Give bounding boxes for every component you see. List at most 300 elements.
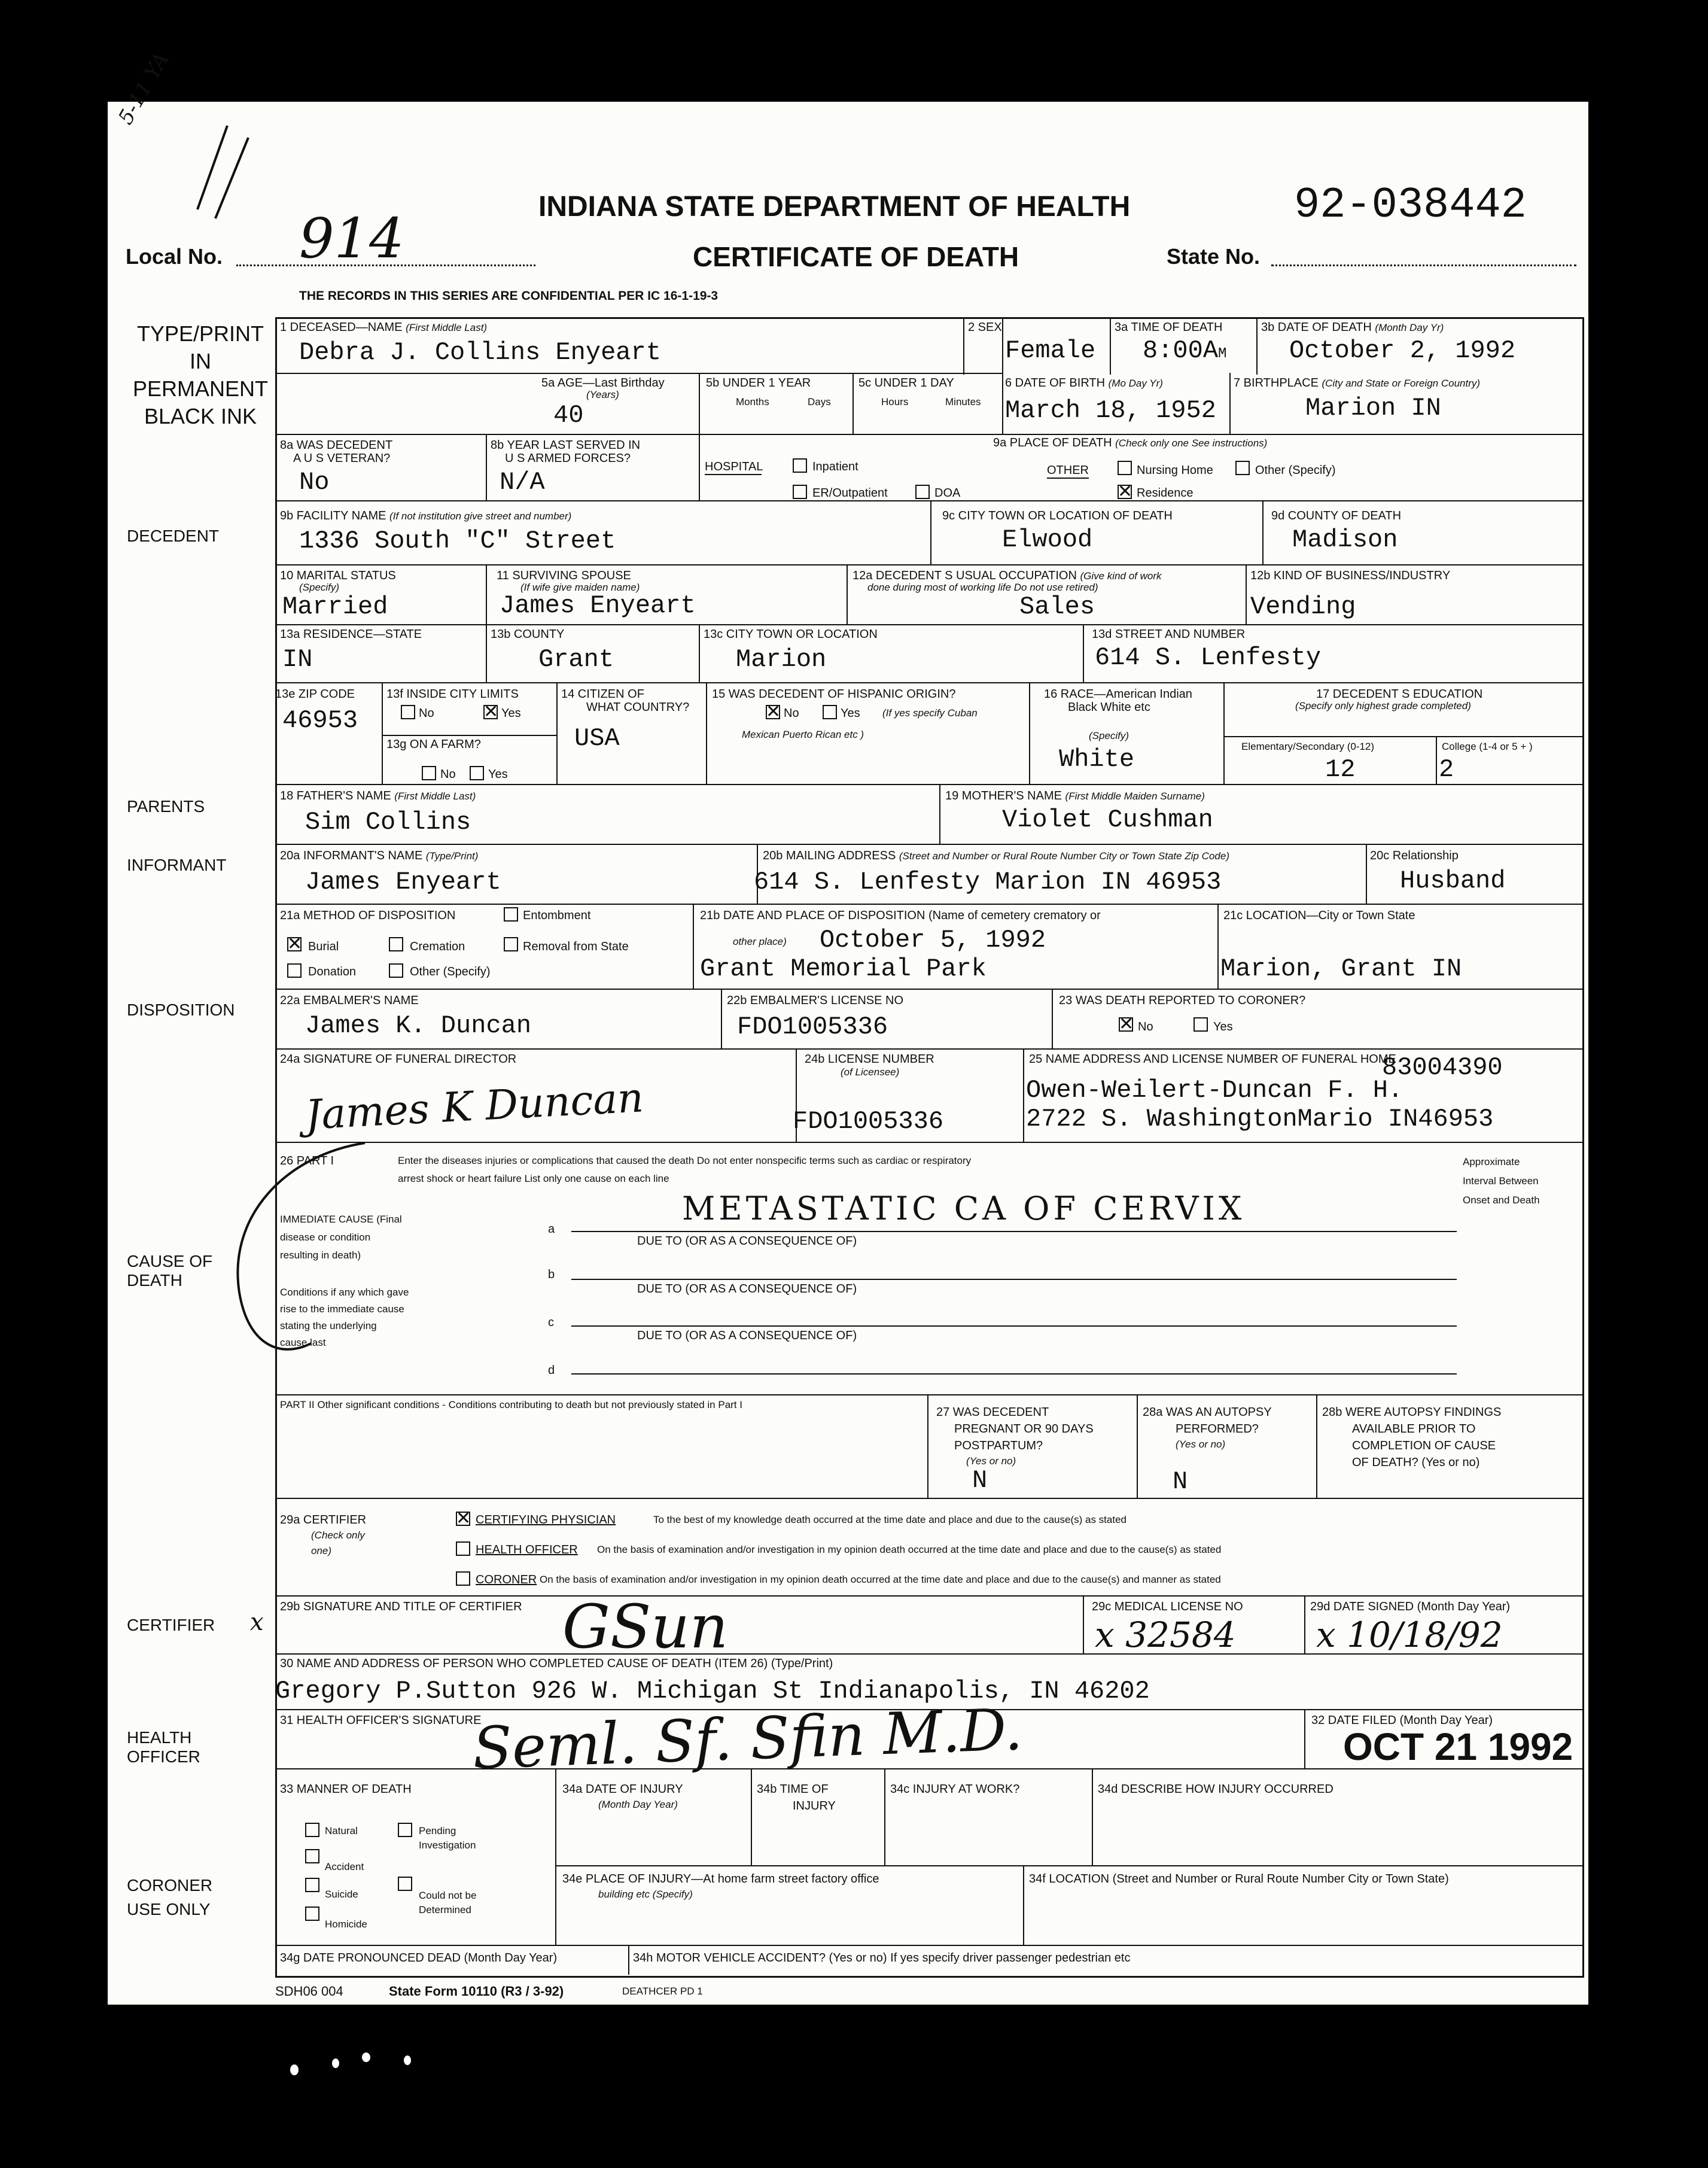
f26-immediate-2: disease or condition bbox=[280, 1232, 371, 1243]
col-line bbox=[706, 682, 707, 784]
f29a-health: HEALTH OFFICER bbox=[476, 1543, 578, 1556]
f9a-doa: DOA bbox=[934, 486, 961, 500]
col-line bbox=[699, 624, 700, 682]
f27-label-3: POSTPARTUM? bbox=[954, 1439, 1043, 1452]
occupation-value: Sales bbox=[1019, 592, 1095, 621]
hispanic-no-checkbox[interactable] bbox=[766, 705, 780, 719]
col-line bbox=[556, 682, 558, 784]
f26-interval-3: Onset and Death bbox=[1463, 1194, 1540, 1206]
col-line bbox=[1110, 317, 1111, 375]
f26-immediate-1: IMMEDIATE CAUSE (Final bbox=[280, 1214, 402, 1225]
citizenship-value: USA bbox=[574, 724, 620, 753]
college-value: 2 bbox=[1439, 755, 1454, 784]
f26-line-a-letter: a bbox=[548, 1223, 555, 1236]
er-outpatient-checkbox[interactable] bbox=[793, 485, 807, 499]
f26-conditions-2: rise to the immediate cause bbox=[280, 1303, 404, 1315]
col-line bbox=[1217, 904, 1219, 989]
f10-label: 10 MARITAL STATUS bbox=[280, 569, 396, 582]
col-line bbox=[847, 564, 848, 624]
embalmer-name-value: James K. Duncan bbox=[305, 1011, 532, 1040]
f33-undetermined-2: Determined bbox=[419, 1904, 471, 1915]
f9a-inpatient: Inpatient bbox=[812, 460, 858, 473]
other-place-checkbox[interactable] bbox=[1235, 461, 1250, 475]
f23-yes: Yes bbox=[1213, 1020, 1233, 1033]
f8b-label-1: 8b YEAR LAST SERVED IN bbox=[491, 439, 641, 452]
f26-instructions-1: Enter the diseases injuries or complications that caused the death Do not enter nonspecific terms such as cardiac or respiratory bbox=[398, 1155, 972, 1166]
f17-sub: (Specify only highest grade completed) bbox=[1295, 700, 1471, 711]
disposition-place-value: Grant Memorial Park bbox=[700, 954, 987, 983]
f8b-label-2: U S ARMED FORCES? bbox=[505, 452, 631, 465]
side-label-health-2: OFFICER bbox=[127, 1747, 200, 1766]
pending-checkbox[interactable] bbox=[398, 1823, 412, 1837]
homicide-checkbox[interactable] bbox=[305, 1906, 319, 1921]
f23-no: No bbox=[1138, 1020, 1153, 1033]
f29b-label: 29b SIGNATURE AND TITLE OF CERTIFIER bbox=[280, 1600, 522, 1613]
form-code: SDH06 004 bbox=[275, 1984, 343, 1999]
birthplace-value: Marion IN bbox=[1305, 394, 1441, 422]
col-line bbox=[927, 1394, 928, 1498]
f29a-health-text: On the basis of examination and/or investigation in my opinion death occurred at the time date and place and due to the cause(s) as stated bbox=[597, 1544, 1222, 1555]
health-officer-signature: Seml. Sf. Sfin M.D. bbox=[471, 1695, 1024, 1783]
f8a-label-2: A U S VETERAN? bbox=[293, 452, 391, 465]
cremation-checkbox[interactable] bbox=[389, 937, 403, 951]
f33-undetermined-1: Could not be bbox=[419, 1890, 477, 1901]
col-line bbox=[1023, 1048, 1024, 1142]
county-of-death-value: Madison bbox=[1292, 525, 1398, 554]
row-line bbox=[275, 989, 1582, 990]
spouse-value: James Enyeart bbox=[500, 591, 696, 620]
col-line bbox=[1256, 317, 1258, 375]
f13f-no: No bbox=[419, 707, 434, 720]
f33-suicide: Suicide bbox=[325, 1889, 358, 1900]
f14-label-1: 14 CITIZEN OF bbox=[561, 688, 644, 701]
f3a-label: 3a TIME OF DEATH bbox=[1115, 321, 1223, 334]
veteran-value: No bbox=[299, 468, 330, 497]
funeral-home-license-value: 83004390 bbox=[1382, 1053, 1503, 1082]
col-line bbox=[939, 784, 940, 844]
f28b-label-2: AVAILABLE PRIOR TO bbox=[1352, 1422, 1476, 1436]
f5c-hours: Hours bbox=[881, 396, 909, 408]
f22b-label: 22b EMBALMER'S LICENSE NO bbox=[727, 994, 904, 1007]
f17-college-label: College (1-4 or 5 + ) bbox=[1442, 741, 1533, 752]
type-print-line-4: BLACK INK bbox=[144, 404, 257, 428]
f30-label: 30 NAME AND ADDRESS OF PERSON WHO COMPLETED CAUSE OF DEATH (ITEM 26) (Type/Print) bbox=[280, 1657, 833, 1670]
row-line bbox=[275, 844, 1582, 845]
f12b-label: 12b KIND OF BUSINESS/INDUSTRY bbox=[1250, 569, 1451, 582]
type-print-line-2: IN bbox=[190, 349, 211, 373]
f13g-no: No bbox=[440, 768, 456, 781]
coroner-checkbox[interactable] bbox=[456, 1571, 470, 1586]
f34d-label: 34d DESCRIBE HOW INJURY OCCURRED bbox=[1098, 1783, 1333, 1796]
col-line bbox=[1246, 564, 1247, 624]
entombment-checkbox[interactable] bbox=[504, 907, 518, 922]
col-line bbox=[1229, 373, 1231, 434]
f33-label: 33 MANNER OF DEATH bbox=[280, 1783, 412, 1796]
doa-checkbox[interactable] bbox=[915, 485, 930, 499]
date-of-death-value: October 2, 1992 bbox=[1289, 336, 1516, 365]
father-name-value: Sim Collins bbox=[305, 808, 471, 837]
f27-label-1: 27 WAS DECEDENT bbox=[936, 1406, 1049, 1419]
col-line bbox=[486, 624, 487, 682]
hispanic-yes-checkbox[interactable] bbox=[823, 705, 837, 719]
cause-line-a bbox=[571, 1231, 1457, 1232]
f13a-label: 13a RESIDENCE—STATE bbox=[280, 628, 422, 641]
type-print-line-1: TYPE/PRINT bbox=[136, 321, 264, 346]
f20c-label: 20c Relationship bbox=[1370, 849, 1459, 862]
nursing-home-checkbox[interactable] bbox=[1118, 461, 1132, 475]
f15-label: 15 WAS DECEDENT OF HISPANIC ORIGIN? bbox=[712, 688, 956, 701]
col-line bbox=[1083, 624, 1084, 682]
f13f-label: 13f INSIDE CITY LIMITS bbox=[386, 688, 519, 701]
side-label-informant: INFORMANT bbox=[127, 856, 227, 874]
f13e-label: 13e ZIP CODE bbox=[275, 688, 355, 701]
f13g-yes: Yes bbox=[488, 768, 508, 781]
f28b-label-3: COMPLETION OF CAUSE bbox=[1352, 1439, 1496, 1452]
col-line bbox=[963, 317, 964, 375]
local-no-label: Local No. bbox=[126, 244, 223, 269]
col-line bbox=[555, 1768, 556, 1945]
f29a-label: 29a CERTIFIER bbox=[280, 1513, 367, 1527]
residence-city-value: Marion bbox=[736, 645, 827, 674]
hospital-underline bbox=[705, 474, 762, 475]
state-no-value: 92-038442 bbox=[1294, 181, 1527, 230]
col-line bbox=[1436, 736, 1437, 784]
col-line bbox=[1223, 682, 1225, 784]
row-line bbox=[275, 434, 1582, 435]
f19-label: 19 MOTHER'S NAME (First Middle Maiden Surname) bbox=[945, 789, 1205, 802]
f21a-cremation: Cremation bbox=[410, 940, 465, 953]
embalmer-license-value: FDO1005336 bbox=[737, 1012, 888, 1041]
disposition-location-value: Marion, Grant IN bbox=[1220, 954, 1462, 983]
f34a-label-1: 34a DATE OF INJURY bbox=[562, 1783, 683, 1796]
f27-label-2: PREGNANT OR 90 DAYS bbox=[954, 1422, 1094, 1436]
row-line bbox=[275, 1142, 1582, 1143]
f21b-label-1: 21b DATE AND PLACE OF DISPOSITION (Name of cemetery crematory or bbox=[700, 909, 1101, 922]
suicide-checkbox[interactable] bbox=[305, 1878, 319, 1892]
f9a-other-specify: Other (Specify) bbox=[1255, 464, 1336, 477]
pregnant-value: N bbox=[972, 1466, 988, 1495]
film-dot bbox=[332, 2058, 339, 2068]
burial-checkbox[interactable] bbox=[287, 937, 302, 951]
deathcer-code: DEATHCER PD 1 bbox=[622, 1985, 703, 1997]
f9b-label: 9b FACILITY NAME (If not institution give street and number) bbox=[280, 509, 572, 522]
f29a-coroner: CORONER bbox=[476, 1573, 537, 1586]
agency-name: INDIANA STATE DEPARTMENT OF HEALTH bbox=[538, 191, 1131, 223]
f26-due-to-1: DUE TO (OR AS A CONSEQUENCE OF) bbox=[637, 1234, 857, 1248]
state-form: State Form 10110 (R3 / 3-92) bbox=[389, 1984, 564, 1999]
f21a-donation: Donation bbox=[308, 965, 357, 978]
f10-sub: (Specify) bbox=[299, 582, 340, 593]
f20a-label: 20a INFORMANT'S NAME (Type/Print) bbox=[280, 849, 479, 862]
residence-checkbox[interactable] bbox=[1118, 485, 1132, 499]
funeral-home-name-value: Owen-Weilert-Duncan F. H. bbox=[1026, 1076, 1403, 1105]
f28a-label-1: 28a WAS AN AUTOPSY bbox=[1143, 1406, 1272, 1419]
f9d-label: 9d COUNTY OF DEATH bbox=[1271, 509, 1402, 522]
side-label-coroner-1: CORONER bbox=[127, 1876, 213, 1895]
f26-instructions-2: arrest shock or heart failure List only one cause on each line bbox=[398, 1173, 669, 1184]
mailing-address-value: 614 S. Lenfesty Marion IN 46953 bbox=[754, 868, 1222, 896]
f13c-label: 13c CITY TOWN OR LOCATION bbox=[704, 628, 878, 641]
time-of-death-value: 8:00AM bbox=[1143, 336, 1227, 365]
city-limits-no-checkbox[interactable] bbox=[401, 705, 415, 719]
side-label-health-1: HEALTH bbox=[127, 1728, 192, 1747]
col-line bbox=[486, 564, 487, 624]
coroner-yes-checkbox[interactable] bbox=[1194, 1017, 1208, 1032]
col-line bbox=[1137, 1394, 1138, 1498]
date-signed-value: x 10/18/92 bbox=[1316, 1614, 1503, 1655]
col-line bbox=[1083, 1595, 1084, 1653]
row-line bbox=[382, 735, 556, 736]
farm-no-checkbox[interactable] bbox=[422, 766, 436, 780]
col-line bbox=[1304, 1595, 1305, 1653]
f34a-label-2: (Month Day Year) bbox=[598, 1799, 678, 1810]
side-label-decedent: DECEDENT bbox=[127, 527, 220, 545]
accident-checkbox[interactable] bbox=[305, 1849, 319, 1863]
f16-sub: (Specify) bbox=[1089, 730, 1129, 741]
certificate-title: CERTIFICATE OF DEATH bbox=[693, 241, 1019, 272]
f26-due-to-2: DUE TO (OR AS A CONSEQUENCE OF) bbox=[637, 1282, 857, 1296]
f26-line-b-letter: b bbox=[548, 1268, 555, 1281]
deceased-name: Debra J. Collins Enyeart bbox=[299, 338, 661, 367]
col-line bbox=[1366, 844, 1367, 904]
f13g-label: 13g ON A FARM? bbox=[386, 738, 481, 751]
informant-name-value: James Enyeart bbox=[305, 868, 501, 896]
elementary-value: 12 bbox=[1325, 755, 1356, 784]
f34b-label-1: 34b TIME OF bbox=[757, 1783, 829, 1796]
col-line bbox=[1002, 317, 1003, 434]
f26-immediate-3: resulting in death) bbox=[280, 1249, 361, 1261]
race-value: White bbox=[1059, 745, 1135, 774]
f22a-label: 22a EMBALMER'S NAME bbox=[280, 994, 419, 1007]
f34f-label: 34f LOCATION (Street and Number or Rural Route Number City or Town State) bbox=[1029, 1872, 1449, 1886]
row-line bbox=[275, 682, 1582, 683]
disposition-date-value: October 5, 1992 bbox=[820, 926, 1046, 954]
row-line bbox=[275, 784, 1582, 785]
f21a-removal: Removal from State bbox=[523, 940, 629, 953]
f2-label: 2 SEX bbox=[968, 321, 1002, 334]
f21a-entombment: Entombment bbox=[523, 909, 591, 922]
f29c-label: 29c MEDICAL LICENSE NO bbox=[1092, 1600, 1243, 1613]
f33-pending-1: Pending bbox=[419, 1825, 456, 1836]
residence-street-value: 614 S. Lenfesty bbox=[1095, 643, 1322, 672]
donation-checkbox[interactable] bbox=[287, 963, 302, 978]
f33-pending-2: Investigation bbox=[419, 1839, 476, 1851]
f29a-sub-1: (Check only bbox=[311, 1530, 365, 1541]
f32-label: 32 DATE FILED (Month Day Year) bbox=[1311, 1714, 1493, 1727]
f9a-residence: Residence bbox=[1137, 486, 1194, 500]
col-line bbox=[699, 434, 700, 500]
col-line bbox=[1029, 682, 1030, 784]
f25-label: 25 NAME ADDRESS AND LICENSE NUMBER OF FUNERAL HOME bbox=[1029, 1053, 1396, 1066]
side-label-coroner-2: USE ONLY bbox=[127, 1900, 211, 1918]
state-no-line bbox=[1271, 264, 1576, 266]
f1-label: 1 DECEASED—NAME (First Middle Last) bbox=[280, 321, 488, 334]
f28a-label-2: PERFORMED? bbox=[1176, 1422, 1259, 1436]
corner-slash-marks bbox=[191, 120, 263, 221]
f33-accident: Accident bbox=[325, 1861, 364, 1872]
f26-conditions-4: cause last bbox=[280, 1337, 326, 1348]
f5c-label: 5c UNDER 1 DAY bbox=[858, 376, 954, 390]
f9c-label: 9c CITY TOWN OR LOCATION OF DEATH bbox=[942, 509, 1173, 522]
f26-due-to-3: DUE TO (OR AS A CONSEQUENCE OF) bbox=[637, 1329, 857, 1342]
f21a-label: 21a METHOD OF DISPOSITION bbox=[280, 909, 456, 922]
f12a-sub: done during most of working life Do not use retired) bbox=[867, 582, 1098, 593]
city-of-death-value: Elwood bbox=[1002, 525, 1093, 554]
immediate-cause-value: METASTATIC CA OF CERVIX bbox=[682, 1190, 1246, 1227]
f29d-label: 29d DATE SIGNED (Month Day Year) bbox=[1310, 1600, 1511, 1613]
certifying-physician-checkbox[interactable] bbox=[456, 1512, 470, 1526]
f5c-minutes: Minutes bbox=[945, 396, 981, 408]
f5a-label: 5a AGE—Last Birthday bbox=[541, 376, 665, 390]
f34g-label: 34g DATE PRONOUNCED DEAD (Month Day Year) bbox=[280, 1951, 558, 1965]
film-dot bbox=[362, 2053, 370, 2062]
type-print-line-3: PERMANENT bbox=[132, 376, 269, 401]
f34h-label: 34h MOTOR VEHICLE ACCIDENT? (Yes or no) If yes specify driver passenger pedestrian etc bbox=[633, 1951, 1131, 1965]
f15-no: No bbox=[784, 707, 799, 720]
f26-interval-1: Approximate bbox=[1463, 1156, 1520, 1167]
f14-label-2: WHAT COUNTRY? bbox=[586, 701, 690, 714]
f5b-months: Months bbox=[736, 396, 769, 408]
death-certificate bbox=[108, 48, 1588, 2005]
col-line bbox=[1023, 1865, 1024, 1945]
birth-date-value: March 18, 1952 bbox=[1005, 396, 1216, 425]
f24a-label: 24a SIGNATURE OF FUNERAL DIRECTOR bbox=[280, 1053, 517, 1066]
f28a-sub: (Yes or no) bbox=[1176, 1439, 1226, 1450]
side-label-cause-1: CAUSE OF bbox=[127, 1252, 213, 1270]
f33-natural: Natural bbox=[325, 1825, 358, 1836]
col-line bbox=[628, 1945, 629, 1975]
f26-interval-2: Interval Between bbox=[1463, 1175, 1539, 1187]
f8a-label-1: 8a WAS DECEDENT bbox=[280, 439, 393, 452]
row-line bbox=[275, 904, 1582, 905]
health-officer-checkbox[interactable] bbox=[456, 1541, 470, 1556]
f28b-label-4: OF DEATH? (Yes or no) bbox=[1352, 1456, 1480, 1469]
f24b-sub: (of Licensee) bbox=[841, 1066, 900, 1078]
side-label-disposition: DISPOSITION bbox=[127, 1001, 235, 1019]
f34b-label-2: INJURY bbox=[793, 1799, 836, 1813]
col-line bbox=[1316, 1394, 1317, 1498]
f7-label: 7 BIRTHPLACE (City and State or Foreign Country) bbox=[1234, 376, 1481, 390]
col-line bbox=[1304, 1709, 1305, 1768]
f9a-label: 9a PLACE OF DEATH (Check only one See instructions) bbox=[993, 436, 1268, 449]
relationship-value: Husband bbox=[1400, 866, 1506, 895]
film-dot bbox=[290, 2064, 299, 2075]
funeral-home-address-value: 2722 S. WashingtonMario IN46953 bbox=[1026, 1105, 1494, 1133]
col-line bbox=[751, 1768, 752, 1865]
row-line bbox=[275, 1498, 1582, 1499]
facility-value: 1336 South "C" Street bbox=[299, 527, 616, 555]
col-line bbox=[884, 1768, 885, 1865]
f34e-label-2: building etc (Specify) bbox=[598, 1889, 693, 1900]
sex-value: Female bbox=[1005, 336, 1096, 365]
natural-checkbox[interactable] bbox=[305, 1823, 319, 1837]
f26-conditions-3: stating the underlying bbox=[280, 1320, 377, 1331]
row-line bbox=[275, 500, 1582, 501]
f26-label: 26 PART I bbox=[280, 1154, 334, 1167]
f26-conditions-1: Conditions if any which gave bbox=[280, 1287, 409, 1298]
removal-checkbox[interactable] bbox=[504, 937, 518, 951]
f5b-label: 5b UNDER 1 YEAR bbox=[706, 376, 811, 390]
side-label-cause-2: DEATH bbox=[127, 1271, 182, 1290]
col-line bbox=[1052, 989, 1053, 1048]
other-disposition-checkbox[interactable] bbox=[389, 963, 403, 978]
row-line bbox=[555, 1865, 1582, 1866]
f23-label: 23 WAS DEATH REPORTED TO CORONER? bbox=[1059, 994, 1306, 1007]
f17-elem-label: Elementary/Secondary (0-12) bbox=[1241, 741, 1375, 752]
f18-label: 18 FATHER'S NAME (First Middle Last) bbox=[280, 789, 476, 802]
local-no-value: 914 bbox=[299, 206, 404, 270]
autopsy-value: N bbox=[1173, 1467, 1188, 1496]
f3b-label: 3b DATE OF DEATH (Month Day Yr) bbox=[1261, 321, 1444, 334]
row-line bbox=[275, 624, 1582, 625]
f15-yes: Yes bbox=[841, 707, 860, 720]
f29a-physician: CERTIFYING PHYSICIAN bbox=[476, 1513, 616, 1527]
f24b-label: 24b LICENSE NUMBER bbox=[805, 1053, 934, 1066]
side-label-certifier: CERTIFIER bbox=[127, 1616, 215, 1634]
f5a-sub: (Years) bbox=[586, 389, 619, 400]
type-print-note bbox=[132, 320, 269, 430]
medical-license-value: x 32584 bbox=[1095, 1614, 1236, 1655]
f28b-label-1: 28b WERE AUTOPSY FINDINGS bbox=[1322, 1406, 1502, 1419]
farm-yes-checkbox[interactable] bbox=[470, 766, 484, 780]
f33-homicide: Homicide bbox=[325, 1918, 367, 1930]
residence-county-value: Grant bbox=[538, 645, 614, 674]
row-line bbox=[275, 1595, 1582, 1597]
city-limits-yes-checkbox[interactable] bbox=[483, 705, 498, 719]
f13f-yes: Yes bbox=[501, 707, 521, 720]
age-value: 40 bbox=[553, 401, 584, 430]
coroner-no-checkbox[interactable] bbox=[1119, 1017, 1133, 1032]
row-line bbox=[1223, 736, 1582, 737]
col-line bbox=[853, 373, 854, 434]
f11-sub: (If wife give maiden name) bbox=[520, 582, 640, 593]
f21a-burial: Burial bbox=[308, 940, 339, 953]
col-line bbox=[721, 989, 722, 1048]
f21b-label-2: other place) bbox=[733, 936, 787, 947]
marital-status-value: Married bbox=[282, 592, 388, 621]
part-two-label: PART II Other significant conditions - Conditions contributing to death but not previously stated in Part I bbox=[280, 1399, 742, 1410]
state-no-label: State No. bbox=[1167, 244, 1261, 269]
residence-state-value: IN bbox=[282, 645, 313, 674]
f21a-other: Other (Specify) bbox=[410, 965, 491, 978]
f5b-days: Days bbox=[808, 396, 831, 408]
f6-label: 6 DATE OF BIRTH (Mo Day Yr) bbox=[1005, 376, 1163, 390]
row-line bbox=[275, 1945, 1582, 1946]
business-value: Vending bbox=[1250, 592, 1356, 621]
funeral-director-signature: James K Duncan bbox=[304, 1074, 645, 1139]
f29a-coroner-text: On the basis of examination and/or investigation in my opinion death occurred at the time date and place and due to the cause(s) and manner as stated bbox=[540, 1574, 1221, 1585]
f12a-label: 12a DECEDENT S USUAL OCCUPATION (Give kind of work bbox=[853, 569, 1162, 582]
film-dot bbox=[404, 2056, 411, 2065]
f21c-label: 21c LOCATION—City or Town State bbox=[1223, 909, 1415, 922]
col-line bbox=[486, 434, 487, 500]
f13d-label: 13d STREET AND NUMBER bbox=[1092, 628, 1246, 641]
f9a-other: OTHER bbox=[1047, 464, 1089, 477]
cause-line-d bbox=[571, 1373, 1457, 1375]
completed-by-value: Gregory P.Sutton 926 W. Michigan St Indianapolis, IN 46202 bbox=[275, 1677, 1150, 1705]
inpatient-checkbox[interactable] bbox=[793, 458, 807, 473]
col-line bbox=[1262, 500, 1264, 564]
cause-line-b bbox=[571, 1279, 1457, 1280]
f9a-nursing: Nursing Home bbox=[1137, 464, 1213, 477]
undetermined-checkbox[interactable] bbox=[398, 1877, 412, 1891]
zip-value: 46953 bbox=[282, 706, 358, 735]
f15-sub-2: Mexican Puerto Rican etc ) bbox=[742, 729, 864, 740]
mother-name-value: Violet Cushman bbox=[1002, 805, 1213, 834]
confidential-note: THE RECORDS IN THIS SERIES ARE CONFIDENTIAL PER IC 16-1-19-3 bbox=[299, 289, 718, 303]
row-line bbox=[275, 1394, 1582, 1395]
f26-line-c-letter: c bbox=[548, 1316, 554, 1329]
